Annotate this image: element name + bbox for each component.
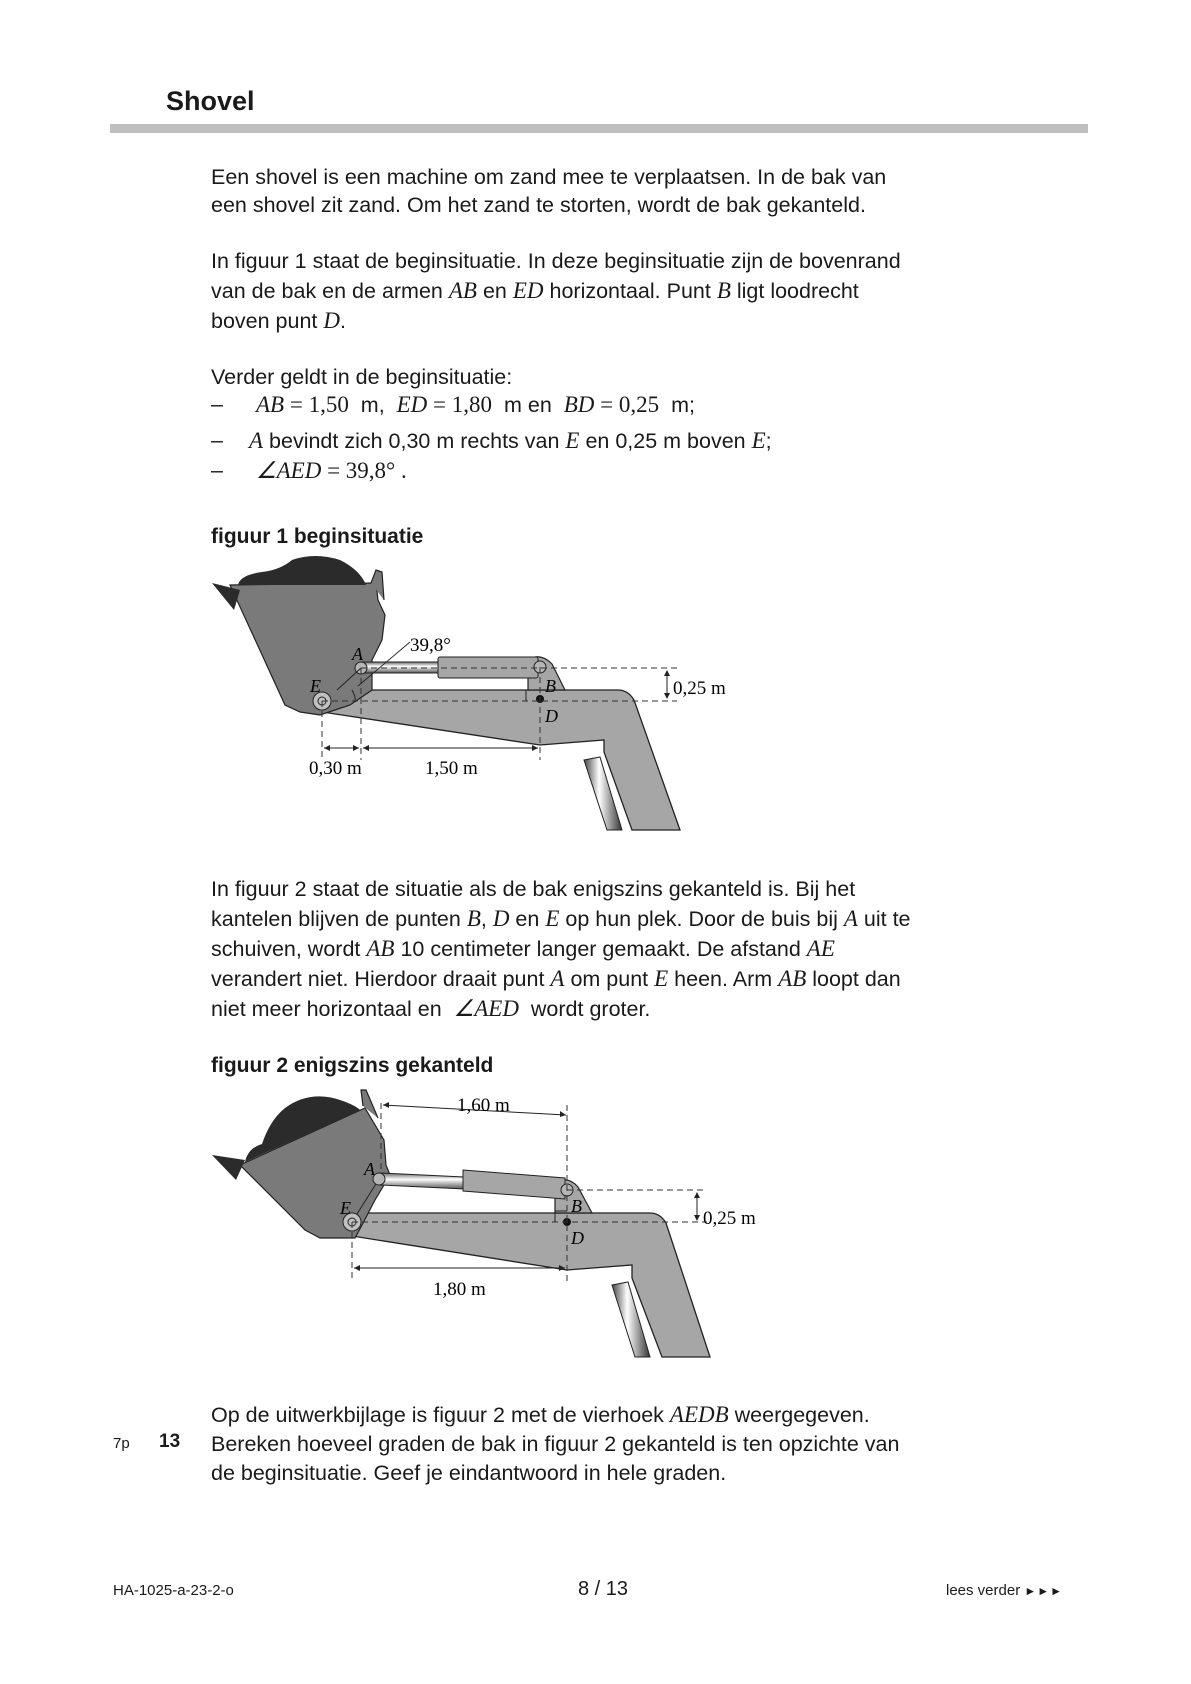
text: van de bak en de armen (211, 279, 449, 303)
sand-load (238, 556, 366, 585)
intro-line-2: een shovel zit zand. Om het zand te storten, wordt de bak gekanteld. (211, 193, 866, 217)
text: , (480, 907, 493, 931)
intro-line-1: Een shovel is een machine om zand mee te verplaatsen. In de bak van (211, 165, 887, 189)
loader-arm (352, 1213, 710, 1357)
math-a: A (249, 428, 264, 453)
question-points: 7p (113, 1435, 130, 1452)
label-a: A (352, 644, 363, 664)
math: E (545, 906, 560, 931)
text: horizontaal. Punt (543, 279, 717, 303)
text: boven punt (211, 309, 324, 333)
text: ; (765, 429, 772, 453)
math-ab: AB (448, 278, 477, 303)
figure2 (212, 1090, 756, 1357)
label-b: B (545, 676, 556, 696)
figure1 (212, 556, 726, 830)
math-d: D (323, 308, 340, 333)
text: uit te (857, 907, 911, 931)
text: verandert niet. Hierdoor draait punt (211, 967, 551, 991)
label-e: E (310, 676, 321, 696)
math: D (492, 906, 510, 931)
label-d: D (571, 1228, 584, 1248)
math-b: B (716, 278, 731, 303)
math: A (843, 906, 858, 931)
math: E (654, 966, 669, 991)
math-ab: AB (256, 392, 285, 417)
dim-025-label: 0,25 m (673, 678, 726, 699)
angle-value-label: 39,8° (410, 635, 451, 656)
math: AB (778, 966, 807, 991)
value: = 1,50 (284, 392, 349, 417)
para4-line-2 (211, 904, 911, 934)
text: en (509, 907, 546, 931)
text: weergegeven. (728, 1403, 870, 1427)
text: bevindt zich 0,30 m rechts van (263, 429, 566, 453)
text: en 0,25 m boven (579, 429, 752, 453)
question-line-1: Bereken hoeveel graden de bak in figuur 2 gekanteld is ten opzichte van (211, 1432, 900, 1456)
footer-page-number: 8 / 13 (578, 1578, 629, 1600)
text: 10 centimeter langer gemaakt. De afstand (394, 937, 807, 961)
text: . (340, 309, 346, 333)
value: = 0,25 (594, 392, 660, 417)
conditions-intro: Verder geldt in de beginsituatie: (211, 365, 513, 389)
para4-line-3 (211, 934, 835, 964)
para4-line-5 (211, 994, 650, 1024)
text: heen. Arm (668, 967, 779, 991)
text: kantelen blijven de punten (211, 907, 467, 931)
text: loopt dan (806, 967, 901, 991)
label-e: E (340, 1198, 351, 1218)
question-intro (211, 1400, 870, 1430)
loader-arm (322, 690, 680, 830)
bullet-dash: – (211, 428, 223, 452)
bullet-dash: – (211, 458, 223, 482)
para2-line-1: In figuur 1 staat de beginsituatie. In deze beginsituatie zijn de bovenrand (211, 249, 901, 273)
question-number: 13 (159, 1431, 181, 1452)
para4-line-1: In figuur 2 staat de situatie als de bak enigszins gekanteld is. Bij het (211, 877, 856, 901)
hydraulic-rod (380, 1173, 464, 1189)
dim-030-label: 0,30 m (309, 758, 362, 779)
para4-line-4 (211, 964, 901, 994)
unit: m, (348, 393, 397, 417)
question-line-2: de beginsituatie. Geef je eindantwoord in hele graden. (211, 1461, 727, 1485)
text: niet meer horizontaal en (211, 997, 454, 1021)
text: op hun plek. Door de buis bij (559, 907, 844, 931)
math-e: E (565, 428, 580, 453)
continue-text: lees verder (946, 1582, 1021, 1599)
bullet-dash: – (211, 392, 223, 416)
dim-160-label: 1,60 m (457, 1095, 510, 1116)
math: ∠AED (453, 996, 519, 1021)
label-a: A (364, 1159, 375, 1179)
dim-180-label: 1,80 m (433, 1279, 486, 1300)
text: ligt loodrecht (730, 279, 859, 303)
hydraulic-cylinder (463, 1170, 565, 1199)
value: = 1,80 (427, 392, 493, 417)
math-angle-aed: ∠AED (256, 458, 322, 483)
unit: m en (492, 393, 564, 417)
math-e: E (751, 428, 766, 453)
math-ed: ED (396, 392, 428, 417)
page-title: Shovel (166, 86, 255, 116)
figure2-heading: figuur 2 enigszins gekanteld (211, 1054, 494, 1077)
triple-arrow-icon: ►►► (1024, 1584, 1064, 1598)
dim-150-label: 1,50 m (425, 758, 478, 779)
dim-025-label: 0,25 m (703, 1208, 756, 1229)
math: B (466, 906, 481, 931)
text: wordt groter. (518, 997, 651, 1021)
math-ed: ED (512, 278, 544, 303)
bucket-tip (212, 1155, 245, 1180)
text: Op de uitwerkbijlage is figuur 2 met de vierhoek (211, 1403, 670, 1427)
text: schuiven, wordt (211, 937, 367, 961)
text: om punt (564, 967, 655, 991)
text: en (476, 279, 513, 303)
unit: m; (659, 393, 695, 417)
label-d: D (545, 706, 558, 726)
figure1-heading: figuur 1 beginsituatie (211, 525, 424, 548)
value: = 39,8° (321, 458, 396, 483)
math-bd: BD (563, 392, 595, 417)
period: . (395, 458, 407, 483)
footer-exam-code: HA-1025-a-23-2-o (113, 1582, 234, 1599)
math: A (550, 966, 565, 991)
label-b: B (571, 1196, 582, 1216)
math: AE (806, 936, 835, 961)
math: AB (366, 936, 395, 961)
math-aedb: AEDB (669, 1402, 729, 1427)
footer-continue (946, 1582, 1063, 1599)
